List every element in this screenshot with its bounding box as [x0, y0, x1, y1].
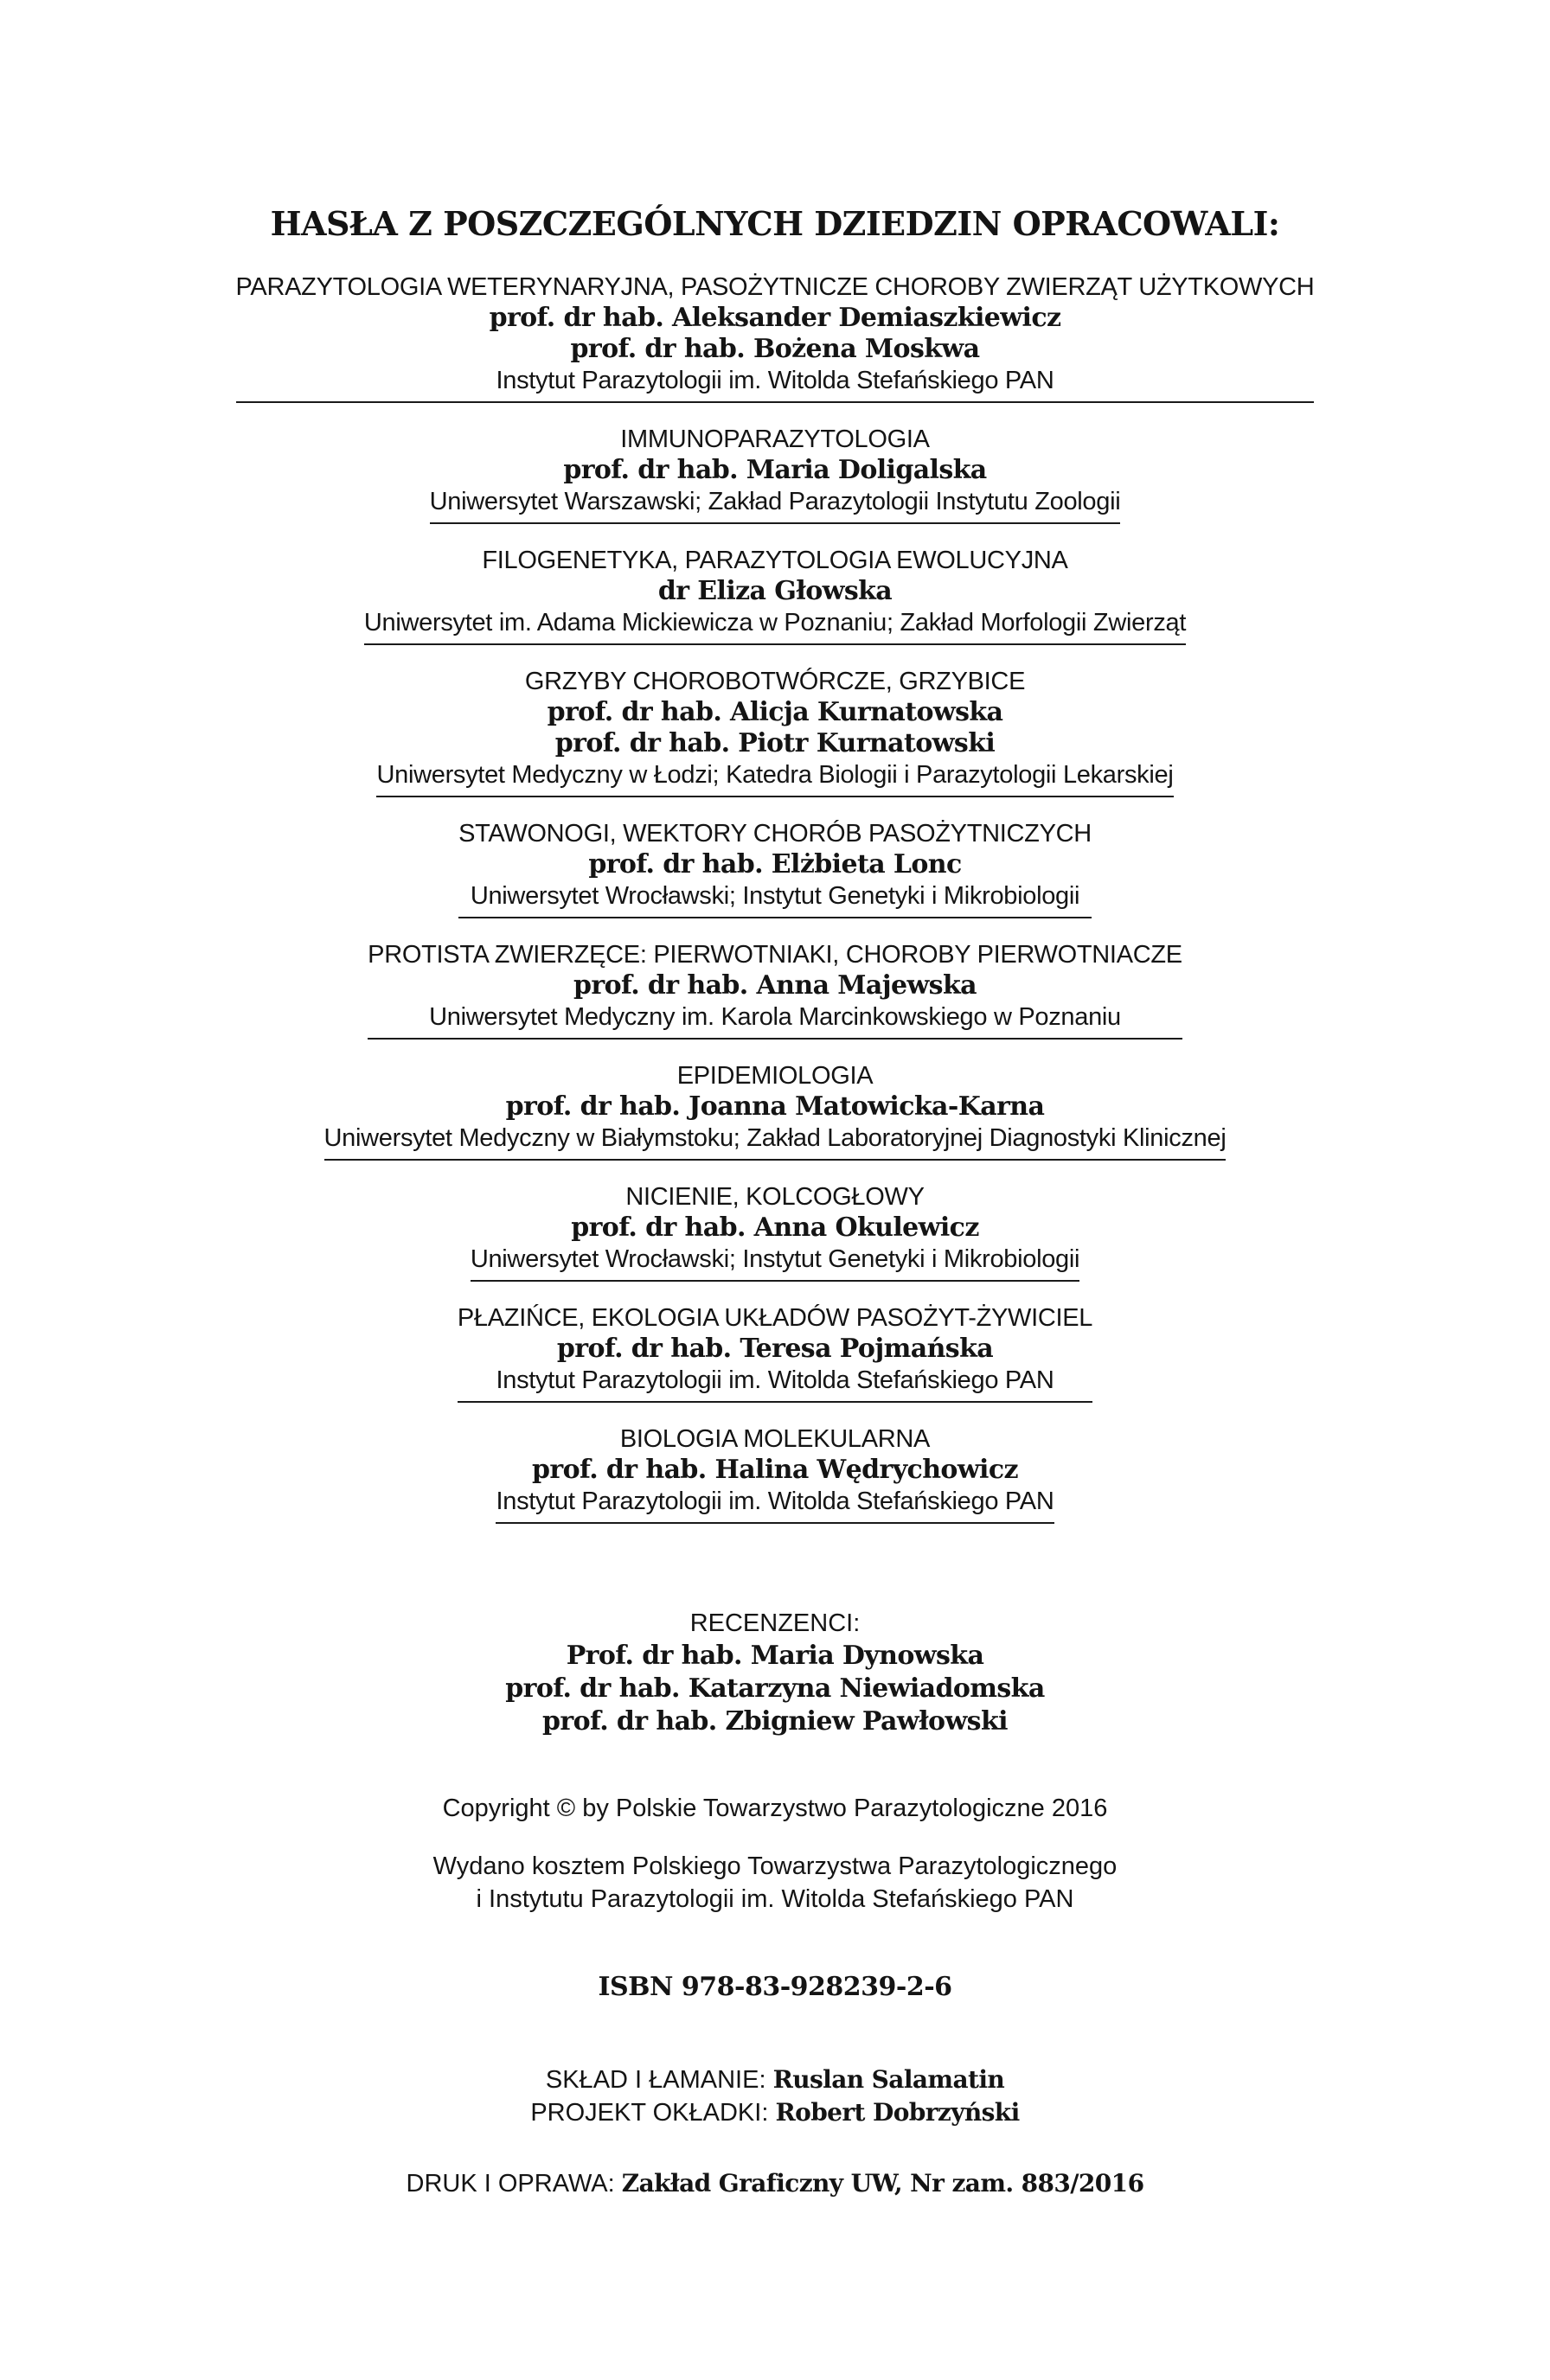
section-title: NICIENIE, KOLCOGŁOWY [625, 1183, 925, 1211]
print-credit [0, 2169, 1550, 2198]
section-biologia-molekularna [0, 1424, 1550, 1524]
affiliation: Instytut Parazytologii im. Witolda Stefańskiego PAN [496, 367, 1054, 394]
reviewer-name: Prof. dr hab. Maria Dynowska [566, 1641, 984, 1671]
author-name: prof. dr hab. Halina Wędrychowicz [532, 1455, 1018, 1485]
section-immunoparazytologia [0, 424, 1550, 524]
reviewers-block [0, 1607, 1550, 1738]
page-title: HASŁA Z POSZCZEGÓLNYCH DZIEDZIN OPRACOWALI: [270, 204, 1280, 243]
section-title: PARAZYTOLOGIA WETERYNARYJNA, PASOŻYTNICZE CHOROBY ZWIERZĄT UŻYTKOWYCH [235, 273, 1315, 301]
section-parazytologia-weterynaryjna [0, 272, 1550, 403]
section-filogenetyka [0, 545, 1550, 645]
section-epidemiologia [0, 1060, 1550, 1161]
publisher-note-line: i Instytutu Parazytologii im. Witolda Stefańskiego PAN [476, 1885, 1074, 1913]
section-title: EPIDEMIOLOGIA [676, 1062, 874, 1090]
author-name: prof. dr hab. Bożena Moskwa [570, 334, 980, 364]
publisher-note-line: Wydano kosztem Polskiego Towarzystwa Parazytologicznego [432, 1852, 1118, 1880]
print-value: Zakład Graficzny UW, Nr zam. 883/2016 [621, 2169, 1144, 2198]
section-title: STAWONOGI, WEKTORY CHORÓB PASOŻYTNICZYCH [458, 820, 1092, 848]
sections-list [0, 272, 1550, 1545]
section-title: BIOLOGIA MOLEKULARNA [619, 1425, 931, 1453]
section-title: PROTISTA ZWIERZĘCE: PIERWOTNIAKI, CHOROBY PIERWOTNIACZE [368, 941, 1182, 969]
author-name: prof. dr hab. Maria Doligalska [563, 455, 987, 485]
section-nicienie [0, 1181, 1550, 1282]
section-grzyby [0, 666, 1550, 797]
section-stawonogi [0, 818, 1550, 918]
typesetting-label: SKŁAD I ŁAMANIE: [545, 2066, 766, 2094]
isbn: ISBN 978-83-928239-2-6 [598, 1972, 952, 2002]
typesetting-name: Ruslan Salamatin [772, 2065, 1005, 2094]
cover-name: Robert Dobrzyński [775, 2098, 1020, 2127]
section-protista [0, 939, 1550, 1040]
section-title: FILOGENETYKA, PARAZYTOLOGIA EWOLUCYJNA [482, 547, 1068, 574]
author-name: prof. dr hab. Joanna Matowicka-Karna [505, 1091, 1045, 1122]
affiliation: Uniwersytet im. Adama Mickiewicza w Poznaniu; Zakład Morfologii Zwierząt [363, 609, 1187, 637]
publisher-note [0, 1850, 1550, 1916]
affiliation: Uniwersytet Medyczny w Białymstoku; Zakład Laboratoryjnej Diagnostyki Klinicznej [323, 1124, 1227, 1152]
affiliation: Uniwersytet Wrocławski; Instytut Genetyki i Mikrobiologii [470, 882, 1080, 910]
affiliation: Uniwersytet Medyczny w Łodzi; Katedra Biologii i Parazytologii Lekarskiej [376, 761, 1174, 789]
author-name: prof. dr hab. Anna Okulewicz [571, 1212, 979, 1243]
affiliation: Uniwersytet Warszawski; Zakład Parazytologii Instytutu Zoologii [429, 488, 1121, 515]
reviewer-name: prof. dr hab. Katarzyna Niewiadomska [505, 1673, 1045, 1704]
section-title: PŁAZIŃCE, EKOLOGIA UKŁADÓW PASOŻYT-ŻYWICIEL [457, 1304, 1093, 1332]
affiliation: Instytut Parazytologii im. Witolda Stefańskiego PAN [496, 1488, 1054, 1515]
author-name: prof. dr hab. Piotr Kurnatowski [554, 728, 996, 758]
typesetting-credit [0, 2063, 1550, 2096]
section-title: GRZYBY CHOROBOTWÓRCZE, GRZYBICE [524, 668, 1026, 695]
section-title: IMMUNOPARAZYTOLOGIA [620, 425, 930, 453]
author-name: prof. dr hab. Elżbieta Lonc [588, 849, 962, 880]
section-plazince [0, 1302, 1550, 1403]
author-name: prof. dr hab. Anna Majewska [573, 970, 977, 1001]
copyright-line: Copyright © by Polskie Towarzystwo Parazytologiczne 2016 [442, 1795, 1108, 1822]
reviewer-name: prof. dr hab. Zbigniew Pawłowski [542, 1706, 1008, 1737]
author-name: prof. dr hab. Teresa Pojmańska [556, 1334, 994, 1364]
affiliation: Uniwersytet Medyczny im. Karola Marcinkowskiego w Poznaniu [429, 1003, 1121, 1031]
reviewers-label: RECENZENCI: [689, 1609, 861, 1637]
author-name: prof. dr hab. Aleksander Demiaszkiewicz [489, 303, 1061, 333]
print-label: DRUK I OPRAWA: [406, 2170, 615, 2198]
affiliation: Instytut Parazytologii im. Witolda Stefańskiego PAN [496, 1366, 1054, 1394]
author-name: prof. dr hab. Alicja Kurnatowska [547, 697, 1003, 727]
cover-credit [0, 2096, 1550, 2129]
cover-label: PROJEKT OKŁADKI: [530, 2099, 769, 2127]
credits-block [0, 2063, 1550, 2129]
affiliation: Uniwersytet Wrocławski; Instytut Genetyki i Mikrobiologii [470, 1245, 1080, 1273]
author-name: dr Eliza Głowska [657, 576, 893, 606]
